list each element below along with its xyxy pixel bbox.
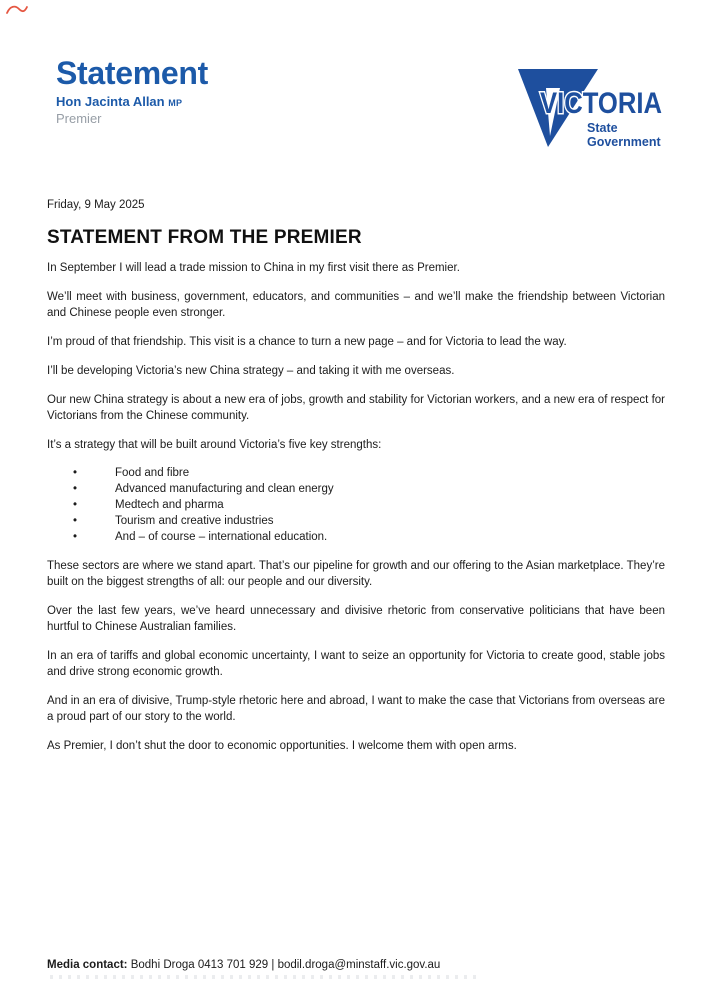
paragraph: As Premier, I don’t shut the door to economic opportunities. I welcome them with open arms.	[47, 740, 517, 752]
author-postnominal: MP	[168, 98, 183, 108]
document-headline: STATEMENT FROM THE PREMIER	[47, 227, 362, 248]
key-strengths-list	[47, 465, 665, 545]
paragraph: It’s a strategy that will be built around Victoria’s five key strengths:	[47, 439, 382, 451]
paragraph: I’ll be developing Victoria’s new China strategy – and taking it with me overseas.	[47, 365, 455, 377]
paragraph: And in an era of divisive, Trump-style rhetoric here and abroad, I want to make the case that Victorians from overseas are a proud part of our story to the world.	[47, 695, 665, 723]
list-item: • Food and fibre	[47, 465, 665, 481]
paragraph: We’ll meet with business, government, educators, and communities – and we’ll make the friendship between Victorian and Chinese people even stronger.	[47, 291, 665, 319]
paragraph: Our new China strategy is about a new era of jobs, growth and stability for Victorian workers, and a new era of respect for Victorians from the Chinese community.	[47, 394, 665, 422]
paragraph: In September I will lead a trade mission to China in my first visit there as Premier.	[47, 262, 460, 274]
statement-body	[47, 247, 665, 754]
masthead-author	[56, 94, 208, 111]
media-contact-details: Bodhi Droga 0413 701 929 | bodil.droga@minstaff.vic.gov.au	[130, 959, 441, 971]
media-contact-label: Media contact:	[47, 959, 128, 971]
paragraph: These sectors are where we stand apart. That’s our pipeline for growth and our offering to the Asian marketplace. They’re built on the biggest strengths of all: our people and our diversity.	[47, 560, 665, 588]
media-contact-footer	[47, 958, 440, 973]
list-item: • Medtech and pharma	[47, 497, 665, 513]
paragraph: I’m proud of that friendship. This visit is a chance to turn a new page – and for Victoria to lead the way.	[47, 336, 567, 348]
list-item: • And – of course – international education.	[47, 529, 665, 545]
list-item: • Tourism and creative industries	[47, 513, 665, 529]
logo-subtext-government: Government	[587, 135, 661, 149]
paragraph: Over the last few years, we’ve heard unnecessary and divisive rhetoric from conservative politicians that have been hurtful to Chinese Australian families.	[47, 605, 665, 633]
masthead-role: Premier	[56, 111, 102, 126]
logo-brand-text: VICTORIA	[540, 87, 662, 120]
paragraph: In an era of tariffs and global economic uncertainty, I want to seize an opportunity for Victoria to create good, stable jobs and drive strong economic growth.	[47, 650, 665, 678]
faint-artifact-line	[50, 975, 480, 979]
red-scribble-mark	[4, 2, 30, 18]
masthead-title: Statement	[56, 55, 209, 91]
masthead	[56, 56, 208, 126]
document-date: Friday, 9 May 2025	[47, 199, 145, 211]
list-item: • Advanced manufacturing and clean energy	[47, 481, 665, 497]
author-name: Hon Jacinta Allan	[56, 94, 165, 109]
logo-subtext-state: State	[587, 121, 618, 135]
victoria-state-government-logo	[515, 62, 670, 154]
